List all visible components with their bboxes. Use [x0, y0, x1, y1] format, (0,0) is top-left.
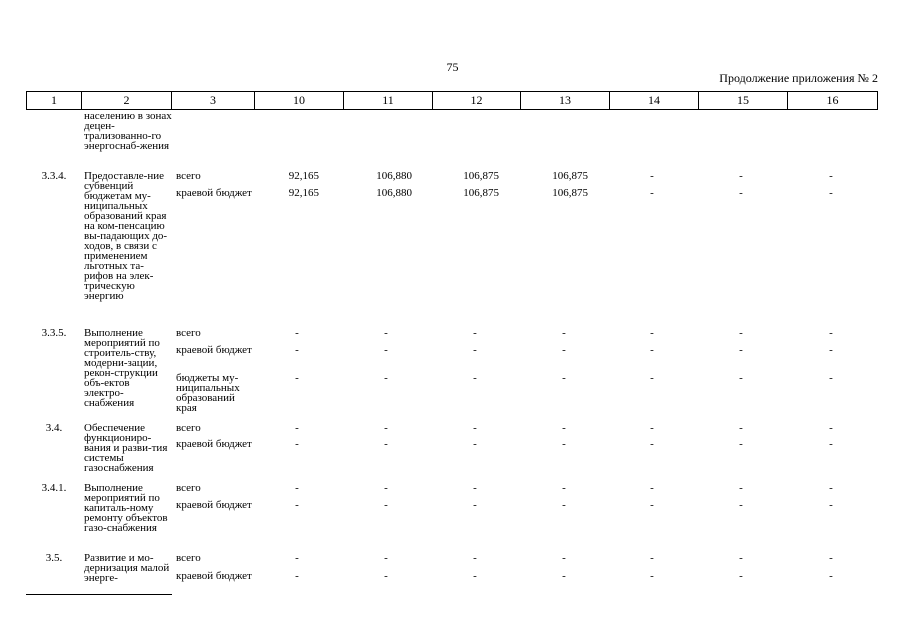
header-col-11: 11 — [343, 92, 432, 109]
empty-value-dash: - — [295, 344, 299, 356]
empty-value-dash: - — [295, 482, 299, 494]
source-total: всего — [176, 327, 201, 339]
row-number: 3.4. — [45, 422, 63, 434]
empty-value-dash: - — [295, 499, 299, 511]
row-number: 3.3.4. — [41, 170, 67, 182]
source-total: всего — [176, 482, 201, 494]
header-col-13: 13 — [520, 92, 609, 109]
value-col-12: 106,875 — [463, 187, 499, 199]
empty-value-dash: - — [829, 438, 833, 450]
value-col-12: 106,875 — [463, 170, 499, 182]
empty-value-dash: - — [650, 372, 654, 384]
row-title: Обеспечение функциониро-вания и разви-тия системы газоснабжения — [84, 422, 168, 474]
empty-value-dash: - — [384, 327, 388, 339]
empty-value-dash: - — [562, 438, 566, 450]
page-number: 75 — [446, 60, 459, 74]
row-title: Выполнение мероприятий по капиталь-ному ремонту объектов газо-снабжения — [84, 482, 168, 534]
empty-value-dash: - — [739, 438, 743, 450]
source-total: всего — [176, 170, 201, 182]
empty-value-dash: - — [384, 372, 388, 384]
row-title: Развитие и мо-дернизация малой энерге- — [84, 552, 170, 584]
header-col-3: 3 — [171, 92, 254, 109]
empty-value-dash: - — [473, 499, 477, 511]
source-regional: краевой бюджет — [176, 438, 252, 450]
empty-value-dash: - — [739, 422, 743, 434]
empty-value-dash: - — [829, 187, 833, 199]
empty-value-dash: - — [384, 570, 388, 582]
empty-value-dash: - — [295, 327, 299, 339]
empty-value-dash: - — [562, 422, 566, 434]
empty-value-dash: - — [295, 438, 299, 450]
empty-value-dash: - — [829, 552, 833, 564]
empty-value-dash: - — [829, 499, 833, 511]
value-col-13: 106,875 — [552, 170, 588, 182]
header-col-16: 16 — [787, 92, 878, 109]
source-regional: краевой бюджет — [176, 499, 252, 511]
empty-value-dash: - — [650, 344, 654, 356]
empty-value-dash: - — [384, 482, 388, 494]
empty-value-dash: - — [829, 482, 833, 494]
header-col-14: 14 — [609, 92, 698, 109]
table-header — [26, 91, 878, 110]
header-col-2: 2 — [81, 92, 171, 109]
empty-value-dash: - — [562, 552, 566, 564]
empty-value-dash: - — [829, 570, 833, 582]
empty-value-dash: - — [829, 170, 833, 182]
empty-value-dash: - — [739, 482, 743, 494]
header-col-1: 1 — [26, 92, 81, 109]
header-col-10: 10 — [254, 92, 343, 109]
empty-value-dash: - — [650, 499, 654, 511]
empty-value-dash: - — [473, 422, 477, 434]
empty-value-dash: - — [650, 170, 654, 182]
empty-value-dash: - — [562, 482, 566, 494]
empty-value-dash: - — [384, 344, 388, 356]
empty-value-dash: - — [739, 499, 743, 511]
carry-over-text: населению в зонах децен-трализованно-го энергоснаб-жения — [84, 110, 172, 152]
empty-value-dash: - — [739, 187, 743, 199]
empty-value-dash: - — [829, 344, 833, 356]
empty-value-dash: - — [473, 327, 477, 339]
empty-value-dash: - — [739, 170, 743, 182]
source-total: всего — [176, 552, 201, 564]
empty-value-dash: - — [829, 422, 833, 434]
empty-value-dash: - — [384, 552, 388, 564]
empty-value-dash: - — [384, 438, 388, 450]
value-col-10: 92,165 — [288, 187, 319, 199]
empty-value-dash: - — [384, 499, 388, 511]
empty-value-dash: - — [473, 372, 477, 384]
empty-value-dash: - — [473, 344, 477, 356]
empty-value-dash: - — [473, 570, 477, 582]
empty-value-dash: - — [739, 570, 743, 582]
empty-value-dash: - — [650, 187, 654, 199]
header-col-15: 15 — [698, 92, 787, 109]
value-col-10: 92,165 — [288, 170, 319, 182]
source-municipal: бюджеты му-ниципальных образований края — [176, 372, 240, 414]
row-number: 3.5. — [45, 552, 63, 564]
empty-value-dash: - — [739, 552, 743, 564]
row-number: 3.3.5. — [41, 327, 67, 339]
source-regional: краевой бюджет — [176, 187, 252, 199]
empty-value-dash: - — [562, 372, 566, 384]
source-total: всего — [176, 422, 201, 434]
empty-value-dash: - — [650, 422, 654, 434]
empty-value-dash: - — [473, 552, 477, 564]
empty-value-dash: - — [829, 372, 833, 384]
empty-value-dash: - — [650, 552, 654, 564]
empty-value-dash: - — [562, 344, 566, 356]
empty-value-dash: - — [473, 482, 477, 494]
empty-value-dash: - — [650, 570, 654, 582]
empty-value-dash: - — [295, 570, 299, 582]
empty-value-dash: - — [562, 499, 566, 511]
header-col-12: 12 — [432, 92, 520, 109]
empty-value-dash: - — [739, 372, 743, 384]
footnote-rule — [26, 594, 172, 595]
value-col-13: 106,875 — [552, 187, 588, 199]
row-number: 3.4.1. — [41, 482, 67, 494]
appendix-caption: Продолжение приложения № 2 — [719, 71, 878, 85]
empty-value-dash: - — [473, 438, 477, 450]
empty-value-dash: - — [650, 438, 654, 450]
empty-value-dash: - — [829, 327, 833, 339]
empty-value-dash: - — [562, 570, 566, 582]
row-title: Предоставле-ние субвенций бюджетам му-ниципальных образований края на ком-пенсацию вы-падающих до-ходов, в связи с применением льготных та-рифов на элек-трическую энергию — [84, 170, 168, 302]
empty-value-dash: - — [295, 372, 299, 384]
row-title: Выполнение мероприятий по строитель-ству, модерни-зации, рекон-струкции объ-ектов электро-снабжения — [84, 327, 160, 409]
source-regional: краевой бюджет — [176, 344, 252, 356]
source-regional: краевой бюджет — [176, 570, 252, 582]
empty-value-dash: - — [650, 482, 654, 494]
empty-value-dash: - — [295, 422, 299, 434]
empty-value-dash: - — [295, 552, 299, 564]
empty-value-dash: - — [562, 327, 566, 339]
value-col-11: 106,880 — [376, 187, 412, 199]
empty-value-dash: - — [739, 327, 743, 339]
empty-value-dash: - — [739, 344, 743, 356]
empty-value-dash: - — [384, 422, 388, 434]
empty-value-dash: - — [650, 327, 654, 339]
value-col-11: 106,880 — [376, 170, 412, 182]
